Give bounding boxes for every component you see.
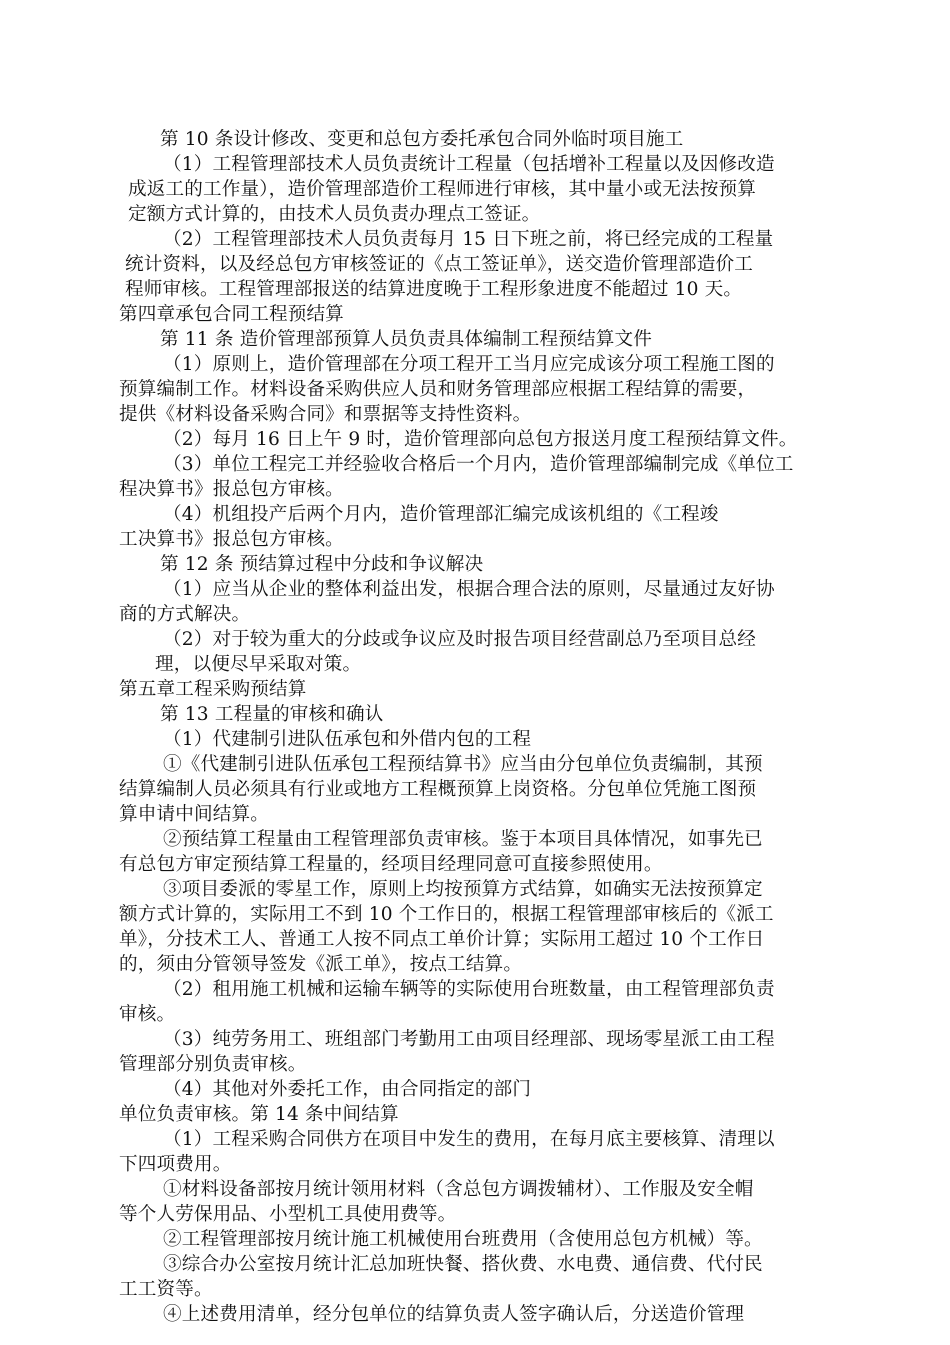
paragraph-line: 管理部分别负责审核。 xyxy=(119,1054,307,1075)
paragraph-line: （4）机组投产后两个月内，造价管理部汇编完成该机组的《工程竣 xyxy=(163,504,719,525)
paragraph-line: （1）应当从企业的整体利益出发，根据合理合法的原则，尽量通过友好协 xyxy=(163,579,775,600)
paragraph-line: （1）工程采购合同供方在项目中发生的费用，在每月底主要核算、清理以 xyxy=(163,1129,775,1150)
paragraph-line: 下四项费用。 xyxy=(119,1154,232,1175)
paragraph-line: ③综合办公室按月统计汇总加班快餐、搭伙费、水电费、通信费、代付民 xyxy=(163,1254,763,1275)
paragraph-line: （2）工程管理部技术人员负责每月 15 日下班之前，将已经完成的工程量 xyxy=(163,229,774,250)
paragraph-line: （4）其他对外委托工作，由合同指定的部门 xyxy=(163,1079,532,1100)
paragraph-line: ①《代建制引进队伍承包工程预结算书》应当由分包单位负责编制，其预 xyxy=(163,754,763,775)
paragraph-line: 成返工的工作量），造价管理部造价工程师进行审核，其中量小或无法按预算 xyxy=(128,179,756,200)
paragraph-line: 工工资等。 xyxy=(119,1279,213,1300)
paragraph-line: 等个人劳保用品、小型机工具使用费等。 xyxy=(119,1204,457,1225)
paragraph-line: （2）对于较为重大的分歧或争议应及时报告项目经营副总乃至项目总经 xyxy=(163,629,757,650)
paragraph-line: （2）租用施工机械和运输车辆等的实际使用台班数量，由工程管理部负责 xyxy=(163,979,775,1000)
paragraph-line: 审核。 xyxy=(119,1004,176,1025)
paragraph-line: ①材料设备部按月统计领用材料（含总包方调拨辅材）、工作服及安全帽 xyxy=(163,1179,754,1200)
paragraph-line: 的，须由分管领导签发《派工单》，按点工结算。 xyxy=(119,954,523,975)
chapter-5-heading: 第五章工程采购预结算 xyxy=(119,679,307,700)
paragraph-line: 单》，分技术工人、普通工人按不同点工单价计算；实际用工超过 10 个工作日 xyxy=(119,929,765,950)
paragraph-line: （3）单位工程完工并经验收合格后一个月内，造价管理部编制完成《单位工 xyxy=(163,454,794,475)
paragraph-line: 理，以便尽早采取对策。 xyxy=(155,654,362,675)
paragraph-line: 结算编制人员必须具有行业或地方工程概预算上岗资格。分包单位凭施工图预 xyxy=(119,779,757,800)
paragraph-line: ②工程管理部按月统计施工机械使用台班费用（含使用总包方机械）等。 xyxy=(163,1229,763,1250)
paragraph-line: 工决算书》报总包方审核。 xyxy=(119,529,344,550)
article-11-heading: 第 11 条 造价管理部预算人员负责具体编制工程预结算文件 xyxy=(160,329,652,350)
paragraph-line: 算申请中间结算。 xyxy=(119,804,269,825)
paragraph-line: 统计资料，以及经总包方审核签证的《点工签证单》，送交造价管理部造价工 xyxy=(125,254,753,275)
paragraph-line: 额方式计算的，实际用工不到 10 个工作日的，根据工程管理部审核后的《派工 xyxy=(119,904,774,925)
paragraph-line: 提供《材料设备采购合同》和票据等支持性资料。 xyxy=(119,404,532,425)
paragraph-line: （1）代建制引进队伍承包和外借内包的工程 xyxy=(163,729,532,750)
paragraph-line: （1）工程管理部技术人员负责统计工程量（包括增补工程量以及因修改造 xyxy=(163,154,775,175)
paragraph-line: 定额方式计算的，由技术人员负责办理点工签证。 xyxy=(128,204,541,225)
paragraph-line: 程决算书》报总包方审核。 xyxy=(119,479,344,500)
article-10-heading: 第 10 条设计修改、变更和总包方委托承包合同外临时项目施工 xyxy=(160,129,684,150)
paragraph-line: 有总包方审定预结算工程量的，经项目经理同意可直接参照使用。 xyxy=(119,854,663,875)
paragraph-line: （1）原则上，造价管理部在分项工程开工当月应完成该分项工程施工图的 xyxy=(163,354,775,375)
article-14-heading-line: 单位负责审核。第 14 条中间结算 xyxy=(119,1104,399,1125)
article-12-heading: 第 12 条 预结算过程中分歧和争议解决 xyxy=(160,554,484,575)
paragraph-line: ④上述费用清单，经分包单位的结算负责人签字确认后，分送造价管理 xyxy=(163,1304,745,1325)
paragraph-line: ②预结算工程量由工程管理部负责审核。鉴于本项目具体情况，如事先已 xyxy=(163,829,763,850)
paragraph-line: （3）纯劳务用工、班组部门考勤用工由项目经理部、现场零星派工由工程 xyxy=(163,1029,775,1050)
paragraph-line: 预算编制工作。材料设备采购供应人员和财务管理部应根据工程结算的需要， xyxy=(119,379,757,400)
article-13-heading: 第 13 工程量的审核和确认 xyxy=(160,704,384,725)
paragraph-line: 商的方式解决。 xyxy=(119,604,251,625)
paragraph-line: （2）每月 16 日上午 9 时，造价管理部向总包方报送月度工程预结算文件。 xyxy=(163,429,798,450)
paragraph-line: 程师审核。工程管理部报送的结算进度晚于工程形象进度不能超过 10 天。 xyxy=(125,279,743,300)
paragraph-line: ③项目委派的零星工作，原则上均按预算方式结算，如确实无法按预算定 xyxy=(163,879,763,900)
chapter-4-heading: 第四章承包合同工程预结算 xyxy=(119,304,344,325)
